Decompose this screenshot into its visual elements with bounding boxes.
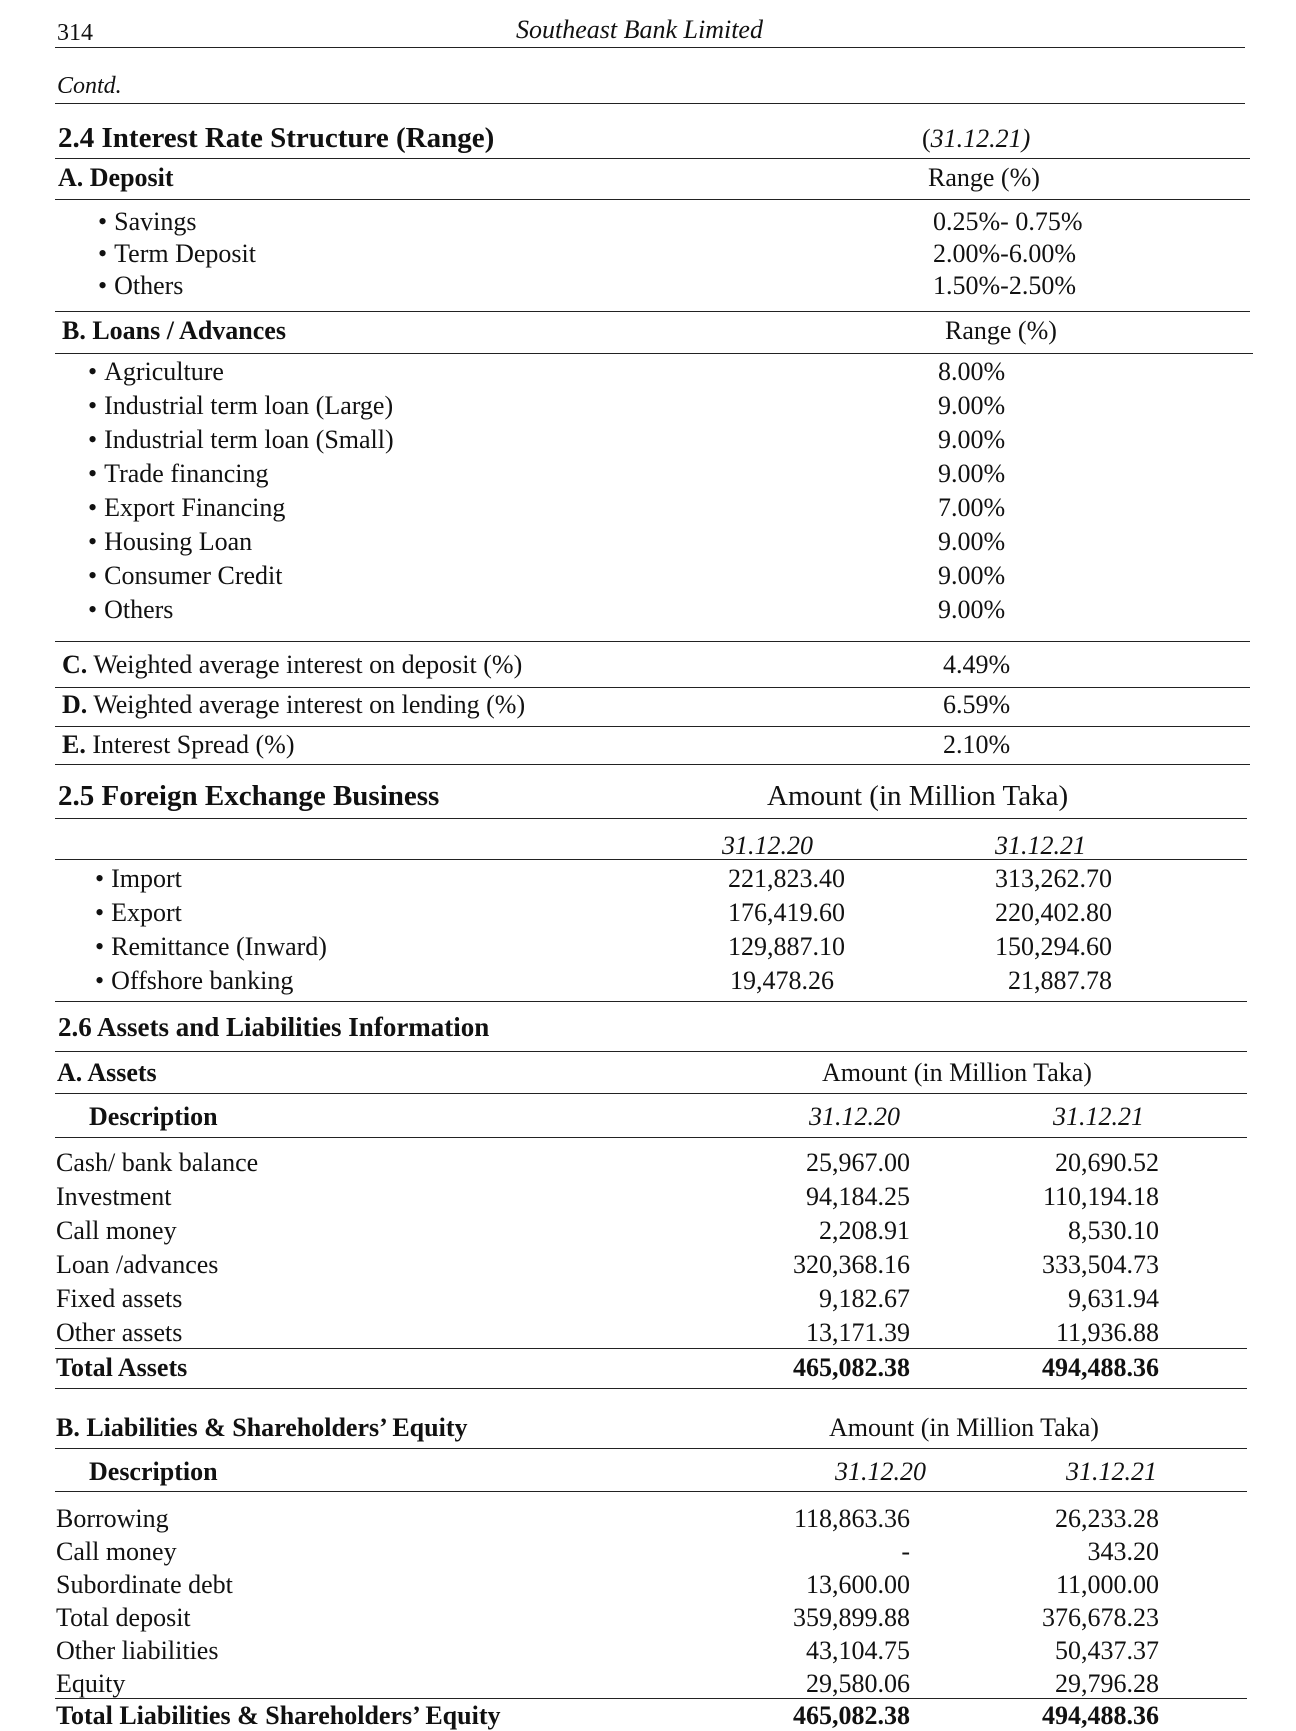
loan-item: • Housing Loan: [88, 527, 252, 557]
loan-value: 9.00%: [938, 459, 1006, 488]
deposit-value: 2.00%-6.00%: [933, 239, 1076, 268]
fx-row-label: • Remittance (Inward): [95, 932, 327, 962]
rule: [55, 1137, 1247, 1138]
fx-row-value-2021: 150,294.60: [995, 932, 1112, 961]
liabilities-row-value-2020: 118,863.36: [793, 1504, 910, 1533]
liabilities-row-value-2020: 29,580.06: [806, 1669, 910, 1698]
rule: [55, 1051, 1247, 1052]
loans-range-header: Range (%): [945, 316, 1057, 345]
fx-row-label: • Offshore banking: [95, 966, 293, 996]
liabilities-row-value-2021: 26,233.28: [1055, 1504, 1159, 1533]
rule: [55, 1001, 1247, 1002]
fx-col-2020: 31.12.20: [722, 831, 813, 860]
running-title: Southeast Bank Limited: [516, 15, 763, 44]
loan-item: • Industrial term loan (Small): [88, 425, 394, 455]
assets-row-label: Cash/ bank balance: [56, 1148, 259, 1177]
assets-row-label: Call money: [56, 1216, 177, 1245]
fx-col-2021: 31.12.21: [995, 831, 1086, 860]
assets-row-value-2021: 20,690.52: [1055, 1148, 1159, 1177]
total-liabilities-2021: 494,488.36: [1042, 1701, 1159, 1730]
weighted-deposit-value: 4.49%: [943, 650, 1011, 679]
liabilities-row-value-2020: 43,104.75: [806, 1636, 910, 1665]
rule: [55, 199, 1250, 200]
weighted-lending-row: D. Weighted average interest on lending (%): [62, 690, 526, 719]
liabilities-row-label: Equity: [56, 1669, 126, 1698]
rule: [55, 1448, 1247, 1449]
rule: [55, 1348, 1247, 1349]
loan-item: • Trade financing: [88, 459, 269, 489]
total-liabilities-label: Total Liabilities & Shareholders’ Equity: [56, 1701, 501, 1730]
rule: [55, 1698, 1247, 1699]
loan-value: 8.00%: [938, 357, 1006, 386]
assets-amount-header: Amount (in Million Taka): [822, 1058, 1092, 1087]
loan-item: • Consumer Credit: [88, 561, 282, 591]
fx-row-value-2020: 129,887.10: [728, 932, 845, 961]
deposit-value: 1.50%-2.50%: [933, 271, 1076, 300]
assets-row-value-2020: 320,368.16: [793, 1250, 910, 1279]
total-assets-label: Total Assets: [56, 1353, 188, 1382]
liabilities-row-value-2020: 13,600.00: [806, 1570, 910, 1599]
rule: [55, 726, 1250, 727]
assets-row-value-2020: 13,171.39: [806, 1318, 910, 1347]
section-2-4-date: (31.12.21): [922, 124, 1031, 153]
liabilities-row-value-2021: 29,796.28: [1055, 1669, 1159, 1698]
loan-value: 9.00%: [938, 561, 1006, 590]
assets-row-value-2021: 9,631.94: [1068, 1284, 1159, 1313]
liabilities-col-2021: 31.12.21: [1066, 1457, 1157, 1486]
deposit-item: • Term Deposit: [98, 239, 256, 269]
assets-row-value-2020: 94,184.25: [806, 1182, 910, 1211]
assets-row-label: Investment: [56, 1182, 172, 1211]
rule: [55, 103, 1245, 104]
assets-row-value-2020: 25,967.00: [806, 1148, 910, 1177]
rule: [55, 641, 1250, 642]
section-2-5-title: 2.5 Foreign Exchange Business: [58, 780, 440, 812]
section-2-6-title: 2.6 Assets and Liabilities Information: [58, 1012, 490, 1042]
total-liabilities-2020: 465,082.38: [793, 1701, 910, 1730]
fx-row-value-2020: 176,419.60: [728, 898, 845, 927]
loan-value: 9.00%: [938, 425, 1006, 454]
assets-row-value-2021: 11,936.88: [1055, 1318, 1159, 1347]
rule: [55, 311, 1250, 312]
assets-col-2021: 31.12.21: [1053, 1102, 1144, 1131]
liabilities-row-value-2020: 359,899.88: [793, 1603, 910, 1632]
assets-col-2020: 31.12.20: [809, 1102, 900, 1131]
loan-item: • Agriculture: [88, 357, 224, 387]
weighted-deposit-row: C. Weighted average interest on deposit (%): [62, 650, 523, 679]
liabilities-row-value-2021: 50,437.37: [1055, 1636, 1159, 1665]
liabilities-row-value-2021: 343.20: [1087, 1537, 1159, 1566]
liabilities-row-value-2021: 11,000.00: [1055, 1570, 1159, 1599]
section-2-4-title: 2.4 Interest Rate Structure (Range): [58, 122, 495, 154]
assets-row-value-2020: 2,208.91: [819, 1216, 910, 1245]
assets-row-label: Other assets: [56, 1318, 183, 1347]
fx-row-value-2020: 221,823.40: [728, 864, 845, 893]
liabilities-amount-header: Amount (in Million Taka): [829, 1413, 1099, 1442]
deposit-title: A. Deposit: [58, 163, 174, 192]
fx-row-label: • Export: [95, 898, 182, 928]
fx-row-value-2021: 220,402.80: [995, 898, 1112, 927]
total-assets-2020: 465,082.38: [793, 1353, 910, 1382]
fx-row-value-2020: 19,478.26: [730, 966, 834, 995]
rule: [55, 158, 1250, 159]
loan-item: • Others: [88, 595, 173, 625]
liabilities-description-header: Description: [89, 1457, 218, 1486]
assets-row-label: Fixed assets: [56, 1284, 183, 1313]
assets-row-value-2020: 9,182.67: [819, 1284, 910, 1313]
liabilities-col-2020: 31.12.20: [835, 1457, 926, 1486]
rule: [55, 764, 1250, 765]
fx-row-label: • Import: [95, 864, 182, 894]
interest-spread-value: 2.10%: [943, 730, 1011, 759]
loan-item: • Export Financing: [88, 493, 285, 523]
rule: [55, 1388, 1247, 1389]
fx-row-value-2021: 313,262.70: [995, 864, 1112, 893]
rule: [55, 1093, 1247, 1094]
assets-row-value-2021: 333,504.73: [1042, 1250, 1159, 1279]
contd-label: Contd.: [57, 73, 122, 99]
liabilities-row-label: Other liabilities: [56, 1636, 219, 1665]
liabilities-row-label: Call money: [56, 1537, 177, 1566]
header-rule: [55, 47, 1245, 48]
liabilities-row-label: Subordinate debt: [56, 1570, 233, 1599]
deposit-item: • Others: [98, 271, 183, 301]
assets-row-value-2021: 8,530.10: [1068, 1216, 1159, 1245]
rule: [55, 687, 1250, 688]
loan-value: 7.00%: [938, 493, 1006, 522]
interest-spread-row: E. Interest Spread (%): [62, 730, 295, 759]
rule: [55, 818, 1247, 819]
assets-title: A. Assets: [57, 1058, 157, 1087]
page-number: 314: [57, 20, 93, 46]
loan-value: 9.00%: [938, 527, 1006, 556]
assets-row-label: Loan /advances: [56, 1250, 219, 1279]
weighted-lending-value: 6.59%: [943, 690, 1011, 719]
loan-value: 9.00%: [938, 595, 1006, 624]
assets-row-value-2021: 110,194.18: [1042, 1182, 1159, 1211]
liabilities-title: B. Liabilities & Shareholders’ Equity: [56, 1413, 468, 1442]
rule: [55, 353, 1253, 354]
loan-item: • Industrial term loan (Large): [88, 391, 393, 421]
liabilities-row-label: Total deposit: [56, 1603, 191, 1632]
deposit-value: 0.25%- 0.75%: [933, 207, 1083, 236]
rule: [55, 859, 1247, 860]
rule: [55, 1491, 1247, 1492]
fx-amount-header: Amount (in Million Taka): [767, 780, 1069, 812]
assets-description-header: Description: [89, 1102, 218, 1131]
loans-title: B. Loans / Advances: [62, 316, 286, 345]
loan-value: 9.00%: [938, 391, 1006, 420]
deposit-item: • Savings: [98, 207, 196, 237]
fx-row-value-2021: 21,887.78: [1008, 966, 1112, 995]
liabilities-row-label: Borrowing: [56, 1504, 169, 1533]
deposit-range-header: Range (%): [928, 163, 1040, 192]
total-assets-2021: 494,488.36: [1042, 1353, 1159, 1382]
liabilities-row-value-2021: 376,678.23: [1042, 1603, 1159, 1632]
liabilities-row-value-2020: -: [901, 1537, 910, 1566]
